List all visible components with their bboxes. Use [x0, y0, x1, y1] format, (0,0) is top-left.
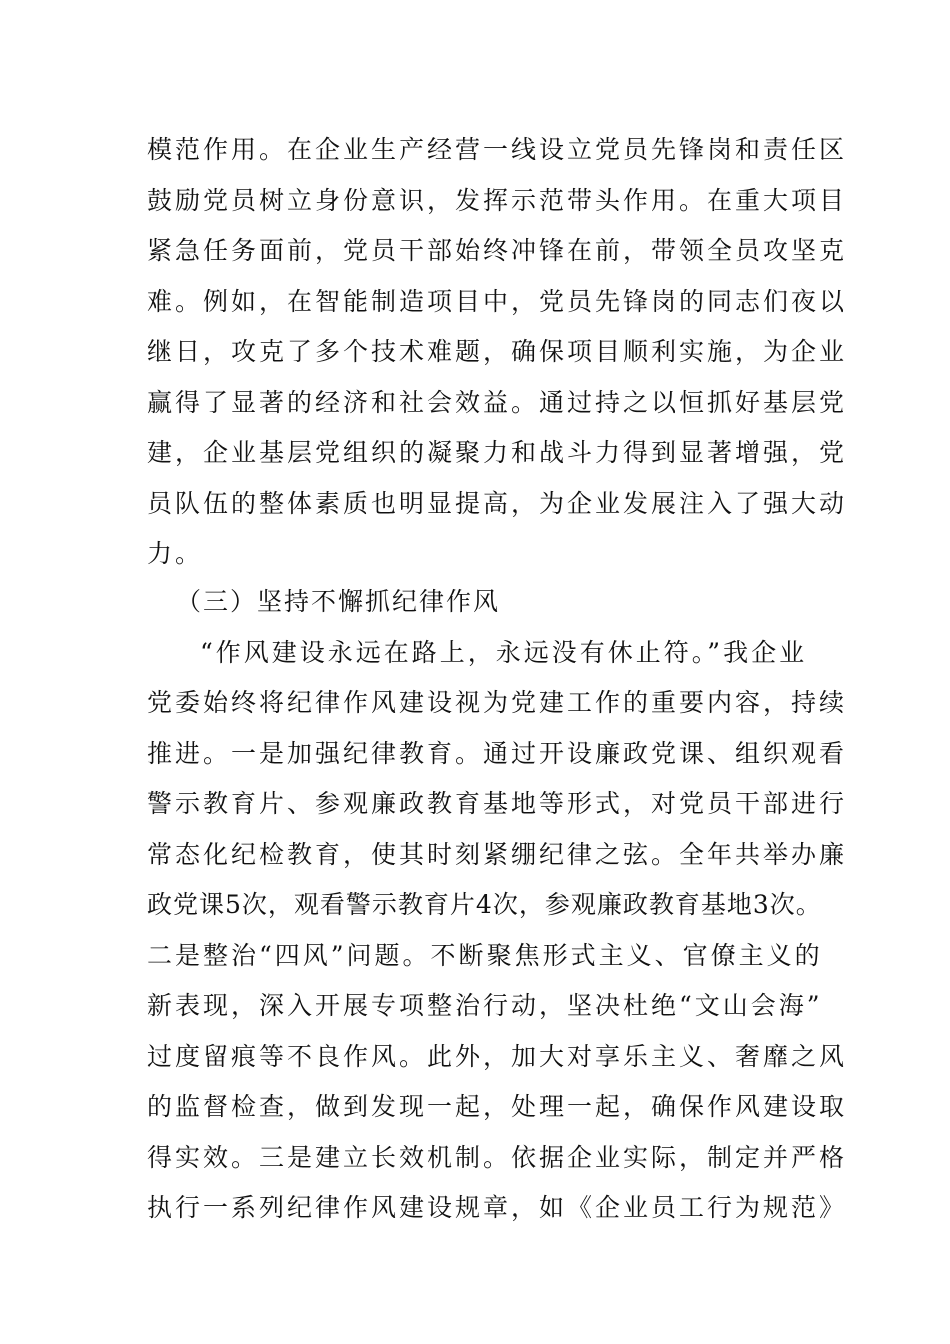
- paragraph-line: 政党课5次，观看警示教育片4次，参观廉政教育基地3次。: [147, 890, 822, 919]
- paragraph-line: 推进。一是加强纪律教育。通过开设廉政党课、组织观看: [147, 739, 848, 768]
- paragraph-line: “作风建设永远在路上，永远没有休止符。”我企业: [200, 638, 808, 667]
- paragraph-line: 紧急任务面前，党员干部始终冲锋在前，带领全员攻坚克: [147, 236, 848, 265]
- paragraph-line: 警示教育片、参观廉政教育基地等形式，对党员干部进行: [147, 789, 848, 818]
- paragraph-line: 党委始终将纪律作风建设视为党建工作的重要内容，持续: [147, 688, 848, 717]
- paragraph-line: 常态化纪检教育，使其时刻紧绷纪律之弦。全年共举办廉: [147, 840, 848, 869]
- paragraph-line: 建，企业基层党组织的凝聚力和战斗力得到显著增强，党: [147, 438, 848, 467]
- paragraph-line: 难。例如，在智能制造项目中，党员先锋岗的同志们夜以: [147, 287, 848, 316]
- paragraph-line: 赢得了显著的经济和社会效益。通过持之以恒抓好基层党: [147, 388, 848, 417]
- paragraph-line: 新表现，深入开展专项整治行动，坚决杜绝“文山会海”: [147, 991, 823, 1020]
- paragraph-line: 鼓励党员树立身份意识，发挥示范带头作用。在重大项目: [147, 186, 848, 215]
- paragraph-line: 二是整治“四风”问题。不断聚焦形式主义、官僚主义的: [147, 941, 823, 970]
- paragraph-line: 员队伍的整体素质也明显提高，为企业发展注入了强大动: [147, 489, 848, 518]
- paragraph-line: 模范作用。在企业生产经营一线设立党员先锋岗和责任区: [147, 135, 848, 164]
- paragraph-line: 的监督检查，做到发现一起，处理一起，确保作风建设取: [147, 1092, 848, 1121]
- paragraph-line: 继日，攻克了多个技术难题，确保项目顺利实施，为企业: [147, 337, 848, 366]
- paragraph-line: 得实效。三是建立长效机制。依据企业实际，制定并严格: [147, 1143, 848, 1172]
- section-heading: （三）坚持不懈抓纪律作风: [176, 587, 501, 616]
- paragraph-line: 执行一系列纪律作风建设规章，如《企业员工行为规范》: [147, 1193, 848, 1222]
- paragraph-line: 力。: [147, 539, 204, 568]
- paragraph-line: 过度留痕等不良作风。此外，加大对享乐主义、奢靡之风: [147, 1042, 848, 1071]
